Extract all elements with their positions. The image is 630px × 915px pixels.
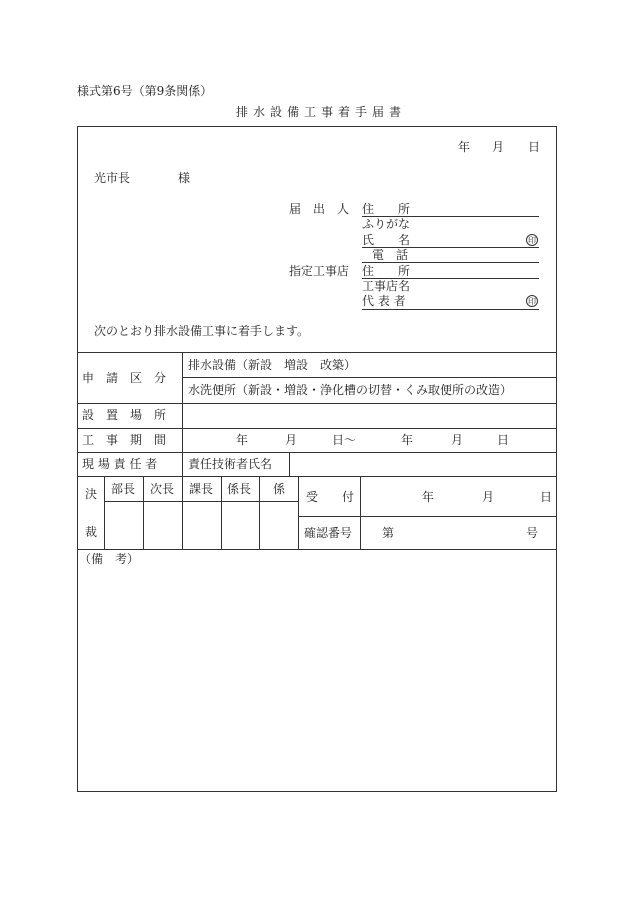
period-month-2: 月 xyxy=(451,433,464,447)
period-year-1: 年 xyxy=(236,433,249,447)
application-type-line1: 排水設備（新設 増設 改築） xyxy=(188,358,357,372)
approver-column-line-4 xyxy=(259,476,260,549)
period-label: 工 事 期 間 xyxy=(82,433,167,447)
applicant-seal-icon: 印 xyxy=(528,236,536,245)
confirmation-suffix: 号 xyxy=(526,526,539,540)
period-day-2: 日 xyxy=(497,433,510,447)
period-year-2: 年 xyxy=(401,433,414,447)
addressee-suffix: 様 xyxy=(178,171,191,185)
contractor-address-label: 住 所 xyxy=(362,264,411,278)
approver-column-line-3 xyxy=(221,476,222,549)
approval-label-column-line xyxy=(104,476,105,549)
statement-text: 次のとおり排水設備工事に着手します。 xyxy=(94,324,310,338)
location-top-line xyxy=(77,403,557,404)
applicant-furigana-label: ふりがな xyxy=(362,217,411,231)
approver-header-line xyxy=(104,501,298,502)
applicant-name-label: 氏 名 xyxy=(362,233,411,247)
date-month-label: 月 xyxy=(492,140,505,154)
engineer-label: 責任技術者氏名 xyxy=(188,457,273,471)
label-column-line xyxy=(182,352,183,476)
applicant-address-label: 住 所 xyxy=(362,202,411,216)
remarks-label: （備 考） xyxy=(79,552,140,566)
contractor-shop-label: 工事店名 xyxy=(362,279,411,293)
period-day-1: 日～ xyxy=(332,433,357,447)
received-label: 受 付 xyxy=(306,490,355,504)
approver-column-line-1 xyxy=(143,476,144,549)
approval-label-2: 裁 xyxy=(85,525,98,539)
applicant-label: 届 出 人 xyxy=(289,202,350,216)
location-label: 設 置 場 所 xyxy=(82,408,167,422)
addressee: 光市長 xyxy=(94,171,131,185)
approver-column-line-5 xyxy=(298,476,299,549)
supervisor-top-line xyxy=(77,452,557,453)
application-type-label: 申 請 区 分 xyxy=(82,371,167,385)
period-top-line xyxy=(77,428,557,429)
approver-column-line-2 xyxy=(182,476,183,549)
application-type-line2: 水洗便所（新設・増設・浄化槽の切替・くみ取便所の改造） xyxy=(188,383,513,397)
approver-jicho: 次長 xyxy=(150,482,175,496)
contractor-representative-line xyxy=(362,309,539,310)
form-title: 排水設備工事着手届書 xyxy=(236,105,407,119)
received-bottom-line xyxy=(298,516,557,517)
received-day: 日 xyxy=(540,490,553,504)
applicant-phone-label: 電 話 xyxy=(372,248,409,262)
contractor-label: 指定工事店 xyxy=(289,264,350,278)
approver-kacho: 課長 xyxy=(189,482,214,496)
approver-bucho: 部長 xyxy=(111,482,136,496)
period-month-1: 月 xyxy=(285,433,298,447)
date-day-label: 日 xyxy=(528,140,541,154)
approver-kakaricho: 係長 xyxy=(227,482,252,496)
received-year: 年 xyxy=(422,490,435,504)
supervisor-label: 現 場 責 任 者 xyxy=(82,457,158,471)
confirmation-label: 確認番号 xyxy=(304,526,353,540)
contractor-seal-icon: 印 xyxy=(528,297,536,306)
received-value-column-line xyxy=(360,476,361,549)
approval-bottom-line xyxy=(77,549,557,550)
form-number: 様式第6号（第9条関係） xyxy=(77,84,213,98)
approval-label-1: 決 xyxy=(85,487,98,501)
application-type-divider xyxy=(182,377,557,378)
engineer-column-line xyxy=(289,452,290,476)
table-top-line xyxy=(77,352,557,353)
date-year-label: 年 xyxy=(458,140,471,154)
received-month: 月 xyxy=(482,490,495,504)
approval-top-line xyxy=(77,476,557,477)
approver-kakari: 係 xyxy=(273,482,286,496)
confirmation-prefix: 第 xyxy=(382,526,395,540)
contractor-representative-label: 代 表 者 xyxy=(362,294,406,308)
applicant-phone-line xyxy=(362,262,539,263)
